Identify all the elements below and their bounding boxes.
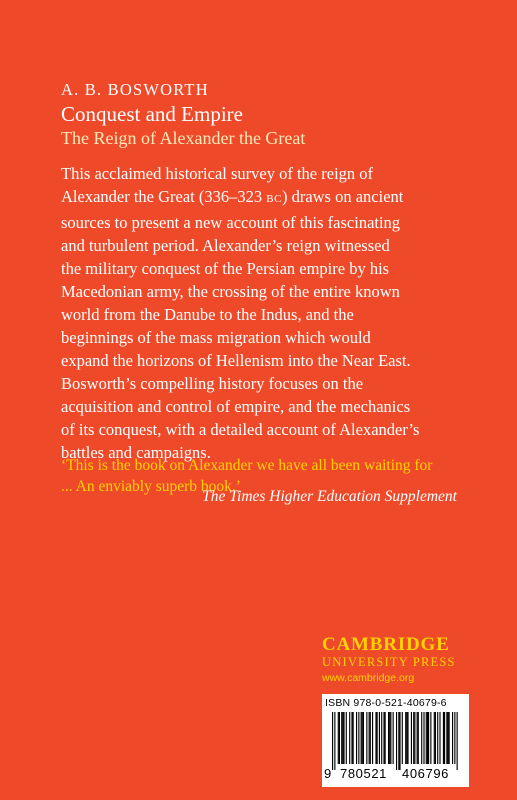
barcode-bar bbox=[370, 712, 371, 764]
barcode-bar bbox=[358, 712, 359, 764]
barcode-bar bbox=[407, 712, 408, 764]
barcode-bar bbox=[388, 712, 389, 764]
barcode-bar bbox=[353, 712, 354, 764]
barcode-bar bbox=[444, 712, 445, 764]
barcode-bar bbox=[381, 712, 382, 764]
barcode-bar bbox=[375, 712, 376, 764]
barcode-bar bbox=[390, 712, 391, 764]
blurb-line: world from the Danube to the Indus, and the bbox=[61, 305, 354, 324]
barcode-bar bbox=[349, 712, 350, 764]
barcode-bar bbox=[447, 712, 448, 764]
barcode-bar bbox=[362, 712, 363, 764]
barcode-bar bbox=[413, 712, 414, 764]
barcode-bar bbox=[399, 712, 400, 770]
blurb-line: Bosworth’s compelling history focuses on the bbox=[61, 374, 364, 393]
barcode-bar bbox=[393, 712, 394, 764]
barcode-bar bbox=[430, 712, 431, 764]
barcode-bar bbox=[414, 712, 415, 764]
barcode-panel bbox=[322, 694, 469, 787]
blurb-line: Macedonian army, the crossing of the entire known bbox=[61, 282, 400, 301]
blurb-line: sources to present a new account of this fascinating bbox=[61, 213, 401, 232]
barcode-bar bbox=[398, 712, 399, 770]
barcode-bar bbox=[343, 712, 344, 764]
era-label: BC bbox=[266, 193, 282, 205]
blurb-text: Alexander the Great (336–323 bbox=[61, 187, 267, 206]
barcode-bar bbox=[366, 712, 367, 764]
publisher-name: CAMBRIDGE bbox=[322, 634, 450, 655]
barcode-bar bbox=[435, 712, 436, 764]
barcode-bar bbox=[346, 712, 347, 764]
barcode-bar bbox=[417, 712, 418, 764]
barcode-bar bbox=[396, 712, 397, 770]
blurb-text: ) draws on ancient bbox=[281, 187, 404, 206]
barcode-bar bbox=[423, 712, 424, 764]
quote-source: The Times Higher Education Supplement bbox=[202, 488, 457, 505]
barcode-bar bbox=[411, 712, 412, 764]
barcode-bar bbox=[449, 712, 450, 764]
quote-line: ‘This is the book on Alexander we have all been waiting for bbox=[61, 457, 433, 474]
blurb bbox=[61, 162, 481, 464]
blurb-line: beginnings of the mass migration which would bbox=[61, 328, 371, 347]
barcode-bar bbox=[421, 712, 422, 764]
barcode-bar bbox=[363, 712, 364, 764]
barcode-bar bbox=[369, 712, 370, 764]
barcode-bar bbox=[452, 712, 453, 764]
blurb-line: acquisition and control of empire, and the mechanics bbox=[61, 397, 411, 416]
barcode-bar bbox=[372, 712, 373, 764]
book-subtitle: The Reign of Alexander the Great bbox=[61, 128, 306, 148]
barcode-bar bbox=[351, 712, 352, 764]
publisher-press: UNIVERSITY PRESS bbox=[322, 655, 456, 669]
barcode-bar bbox=[338, 712, 339, 764]
barcode-bar bbox=[356, 712, 357, 764]
author-name: A. B. BOSWORTH bbox=[61, 80, 209, 99]
barcode-bar bbox=[437, 712, 438, 764]
barcode-bar bbox=[426, 712, 427, 764]
blurb-line: expand the horizons of Hellenism into the Near East. bbox=[61, 351, 411, 370]
publisher-url: www.cambridge.org bbox=[322, 672, 415, 684]
barcode-bar bbox=[361, 712, 362, 764]
barcode-bar bbox=[454, 712, 455, 764]
barcode-bar bbox=[377, 712, 378, 764]
barcode-bar bbox=[434, 712, 435, 764]
quote-line: ... An enviably superb book.’ bbox=[61, 478, 241, 495]
barcode-bar bbox=[334, 712, 335, 770]
barcode-bar bbox=[383, 712, 384, 764]
blurb-line bbox=[61, 185, 481, 211]
ean-left-digits: 780521 bbox=[340, 766, 387, 781]
blurb-line: battles and campaigns. bbox=[61, 443, 211, 462]
barcode-bar bbox=[385, 712, 386, 764]
barcode-bar bbox=[405, 712, 406, 764]
barcode-bar bbox=[457, 712, 458, 770]
barcode-bar bbox=[402, 712, 403, 764]
blurb-line: the military conquest of the Persian empire by his bbox=[61, 259, 390, 278]
barcode-bar bbox=[439, 712, 440, 764]
blurb-line: of its conquest, with a detailed account of Alexander’s bbox=[61, 420, 420, 439]
barcode-icon bbox=[332, 712, 460, 770]
barcode-bar bbox=[341, 712, 342, 764]
barcode-bar bbox=[443, 712, 444, 764]
barcode-bar bbox=[389, 712, 390, 764]
barcode-bar bbox=[428, 712, 429, 764]
blurb-line: This acclaimed historical survey of the reign of bbox=[61, 164, 374, 183]
publisher-logo bbox=[322, 635, 472, 686]
barcode-bar bbox=[379, 712, 380, 764]
blurb-line: and turbulent period. Alexander’s reign witnessed bbox=[61, 236, 390, 255]
barcode-bar bbox=[446, 712, 447, 764]
barcode-bar bbox=[427, 712, 428, 764]
book-title: Conquest and Empire bbox=[61, 102, 243, 126]
ean-first-digit: 9 bbox=[324, 766, 332, 781]
barcode-bar bbox=[342, 712, 343, 764]
isbn-label: ISBN 978-0-521-40679-6 bbox=[325, 697, 447, 709]
barcode-bar bbox=[406, 712, 407, 764]
barcode-bar bbox=[332, 712, 333, 770]
barcode-bar bbox=[339, 712, 340, 764]
ean-right-digits: 406796 bbox=[402, 766, 449, 781]
barcode-bar bbox=[418, 712, 419, 764]
